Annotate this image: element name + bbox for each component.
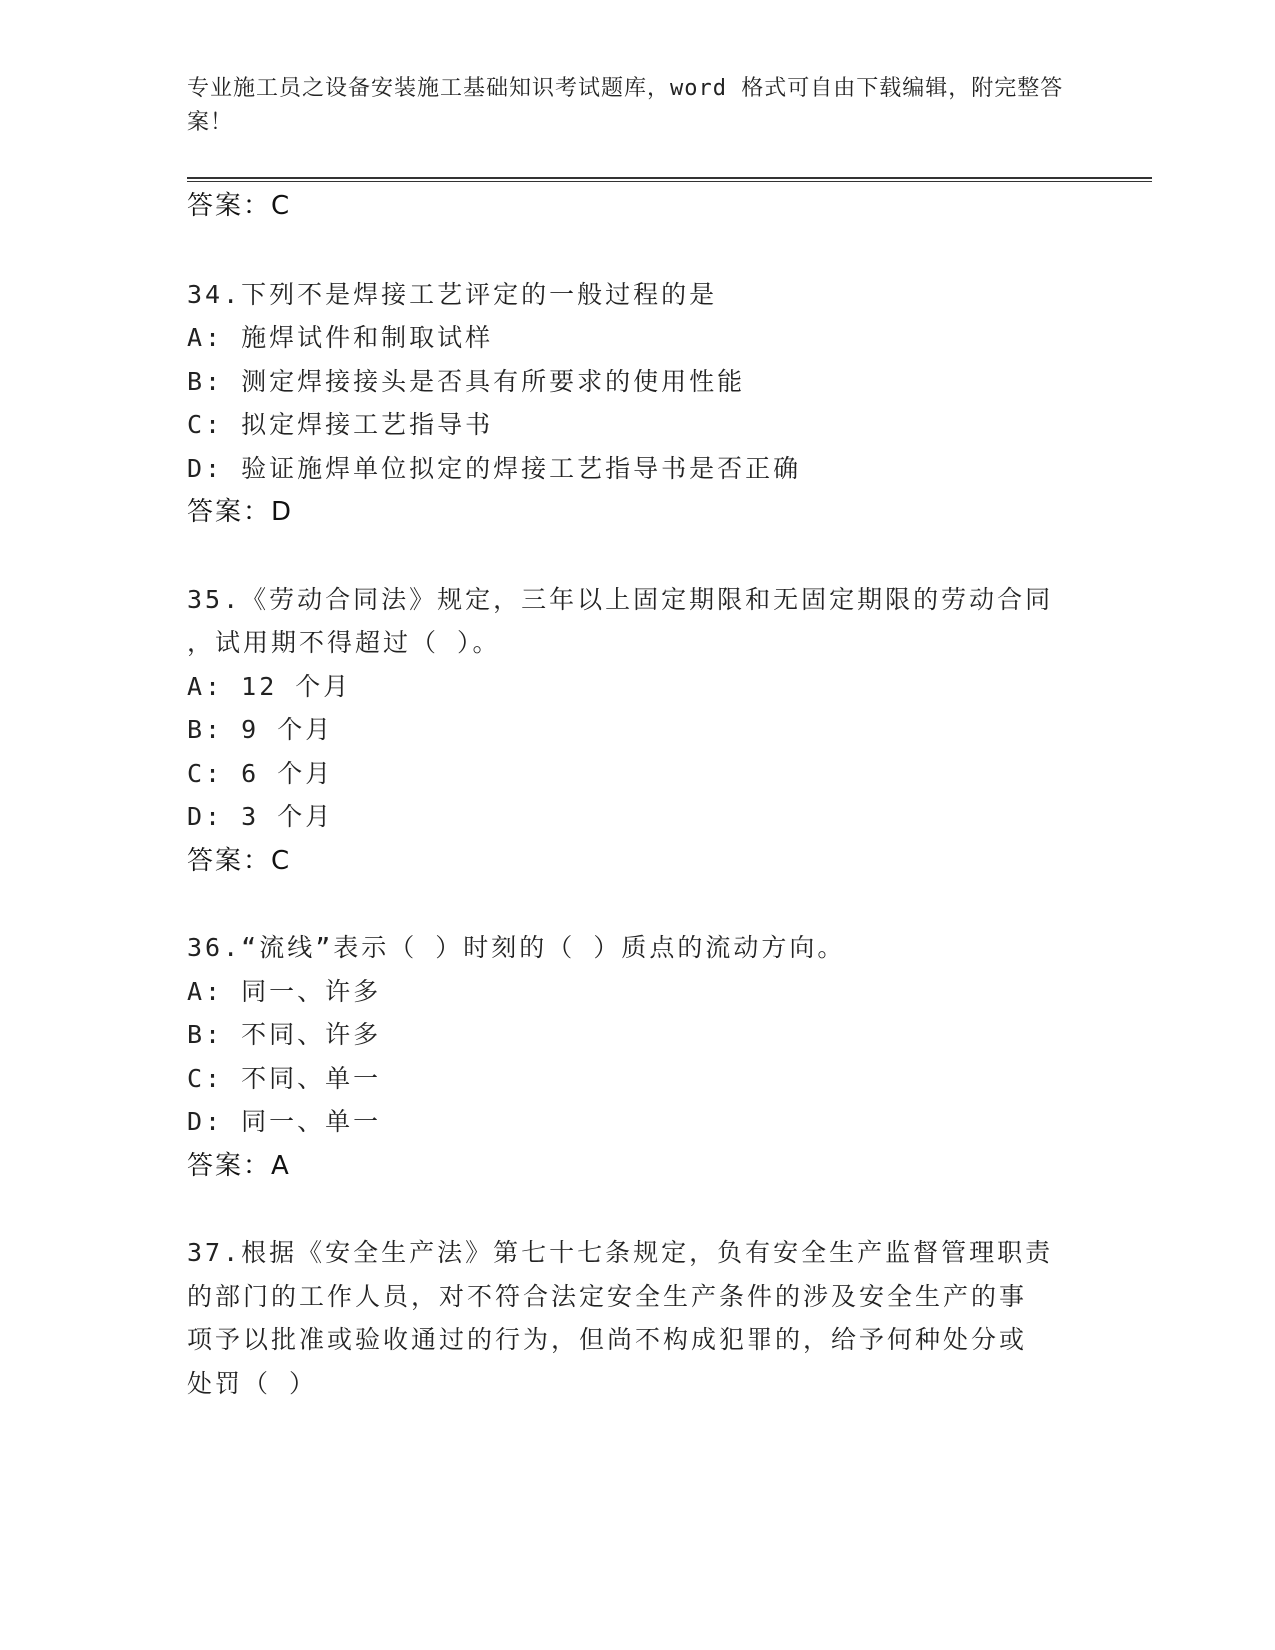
question-34-option-c: C: 拟定焊接工艺指导书 — [187, 410, 494, 439]
question-35-answer: 答案：C — [187, 846, 292, 876]
question-36-option-d: D: 同一、单一 — [187, 1107, 382, 1136]
question-35-stem-line-1: 35.《劳动合同法》规定，三年以上固定期限和无固定期限的劳动合同 — [187, 585, 1054, 614]
question-36-stem-line-1: 36.“流线”表示（ ）时刻的（ ）质点的流动方向。 — [187, 933, 846, 962]
question-37-stem-line-3: 项予以批准或验收通过的行为，但尚不构成犯罪的，给予何种处分或 — [187, 1325, 1028, 1354]
question-35-option-c: C: 6 个月 — [187, 759, 334, 788]
question-35-stem-line-2: ，试用期不得超过（ ）。 — [187, 628, 501, 657]
question-37-stem-line-2: 的部门的工作人员，对不符合法定安全生产条件的涉及安全生产的事 — [187, 1282, 1028, 1311]
answer-line: 答案：C — [187, 191, 292, 221]
question-34-answer: 答案：D — [187, 497, 294, 527]
question-36-answer: 答案：A — [187, 1151, 291, 1181]
question-35-option-d: D: 3 个月 — [187, 802, 334, 831]
question-37-stem-line-4: 处罚（ ） — [187, 1369, 318, 1398]
question-35-option-a: A: 12 个月 — [187, 672, 352, 701]
question-35-option-b: B: 9 个月 — [187, 715, 334, 744]
question-34-option-d: D: 验证施焊单位拟定的焊接工艺指导书是否正确 — [187, 454, 802, 483]
question-36-option-b: B: 不同、许多 — [187, 1020, 382, 1049]
header-divider — [187, 177, 1152, 182]
question-37-stem-line-1: 37.根据《安全生产法》第七十七条规定，负有安全生产监督管理职责 — [187, 1238, 1054, 1267]
question-34-option-b: B: 测定焊接接头是否具有所要求的使用性能 — [187, 367, 746, 396]
question-34-option-a: A: 施焊试件和制取试样 — [187, 323, 494, 352]
question-36-option-c: C: 不同、单一 — [187, 1064, 382, 1093]
document-header: 专业施工员之设备安装施工基础知识考试题库，word 格式可自由下载编辑，附完整答案！ — [187, 76, 1064, 135]
question-36-option-a: A: 同一、许多 — [187, 977, 382, 1006]
question-34-stem-line-1: 34.下列不是焊接工艺评定的一般过程的是 — [187, 280, 718, 309]
